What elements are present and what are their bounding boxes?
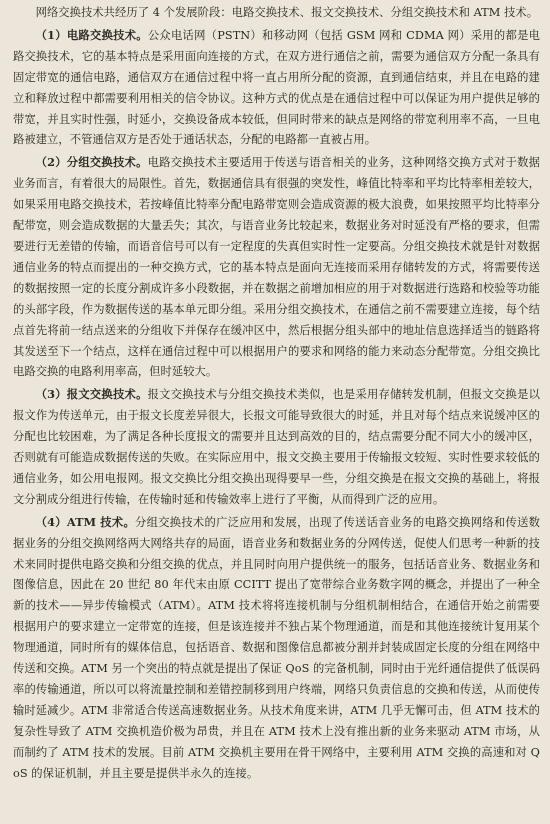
- section-packet-switching: [13, 152, 540, 383]
- section-heading: （4）ATM 技术。: [35, 514, 136, 529]
- section-circuit-switching: [13, 25, 540, 151]
- section-body: 电路交换技术主要适用于传送与语音相关的业务，这种网络交换方式对于数据业务而言，有着很大的局限性。首先，数据通信具有很强的突发性，峰值比特率和平均比特率相差较大，如果采用电路交换技术，若按峰值比特率分配电路带宽则会造成资源的极大浪费，如果按照平均比特率分配带宽，则会造成数据的大量丢失；其次，与语音业务比较起来，数据业务对时延没有严格的要求，但需要进行无差错的传输，而语音信号可以有一定程度的失真但实时性一定要高。分组交换技术就是针对数据通信业务的特点而提出的一种交换方式，它的基本特点是面向无连接而采用存储转发的方式，将需要传送的数据按照一定的长度分割成许多小段数据，并在数据之前增加相应的用于对数据进行选路和校验等功能的头部字段，作为数据传送的基本单元即分组。采用分组交换技术，在通信之前不需要建立连接，每个结点首先将前一结点送来的分组收下并保存在缓冲区中，然后根据分组头部中的地址信息选择适当的链路将其发送至下一个结点，这样在通信过程中可以根据用户的要求和网络的能力来动态分配带宽。分组交换比电路交换的电路利用率高，但时延较大。: [13, 156, 540, 379]
- section-body: 分组交换技术的广泛应用和发展，出现了传送话音业务的电路交换网络和传送数据业务的分组交换网络两大网络共存的局面，语音业务和数据业务的分网传送，促使人们思考一种新的技术来同时提供电路交换和分组交换的优点，并且同时向用户提供统一的服务，包括话音业务、数据业务和图像信息，因此在 20 世纪 80 年代末由原 CCITT 提出了宽带综合业务数字网的概念，并提出了一种全新的技术——异步传输模式（ATM）。ATM 技术将将连接机制与分组机制相结合，在通信开始之前需要根据用户的要求建立一定带宽的连接，但是该连接并不独占某个物理通道，而是和其他连接统计复用某个物理通道，同时所有的媒体信息，包括语音、数据和图像信息都被分割并封装成固定长度的分组在网络中传送和交换。ATM 另一个突出的特点就是提出了保证 QoS 的完备机制，同时由于光纤通信提供了低误码率的传输通道，所以可以将流量控制和差错控制移到用户终端，网络只负责信息的交换和传送，从而使传输时延减少。ATM 非常适合传送高速数据业务。从技术角度来讲，ATM 几乎无懈可击，但 ATM 技术的复杂性导致了 ATM 交换机造价极为昂贵，并且在 ATM 技术上没有推出新的业务来驱动 ATM 市场，从而制约了 ATM 技术的发展。目前 ATM 交换机主要用在骨干网络中，主要利用 ATM 交换的高速和对 QoS 的保证机制，并且主要是提供半永久的连接。: [13, 515, 540, 780]
- section-body: 报文交换技术与分组交换技术类似，也是采用存储转发机制，但报文交换是以报文作为传送单元，由于报文长度差异很大，长报文可能导致很大的时延，并且对每个结点来说缓冲区的分配也比较困难，为了满足各种长度报文的需要并且达到高效的目的，结点需要分配不同大小的缓冲区，否则就有可能造成数据传送的失败。在实际应用中，报文交换主要用于传输报文较短、实时性要求较低的通信业务，如公用电报网。报文交换比分组交换出现得要早一些，分组交换是在报文交换的基础上，将报文分割成分组进行传输，在传输时延和传输效率上进行了平衡，从而得到广泛的应用。: [13, 388, 540, 506]
- section-heading: （3）报文交换技术。: [35, 387, 148, 402]
- section-atm: [13, 512, 540, 785]
- section-message-switching: [13, 384, 540, 510]
- section-body: 公众电话网（PSTN）和移动网（包括 GSM 网和 CDMA 网）采用的都是电路交换技术，它的基本特点是采用面向连接的方式，在双方进行通信之前，需要为通信双方分配一条具有固定带宽的通信电路，通信双方在通信过程中将一直占用所分配的资源，直到通信结束，并且在电路的建立和释放过程中都需要利用相关的信令协议。这种方式的优点是在通信过程中可以保证为用户提供足够的带宽，并且实时性强，时延小，交换设备成本较低，但同时带来的缺点是网络的带宽利用率不高，一旦电路被建立，不管通信双方是否处于通话状态，分配的电路都一直被占用。: [13, 28, 540, 147]
- intro-paragraph: 网络交换技术共经历了 4 个发展阶段：电路交换技术、报文交换技术、分组交换技术和 ATM 技术。: [35, 6, 539, 19]
- section-heading: （1）电路交换技术。: [35, 27, 148, 42]
- section-heading: （2）分组交换技术。: [35, 155, 148, 170]
